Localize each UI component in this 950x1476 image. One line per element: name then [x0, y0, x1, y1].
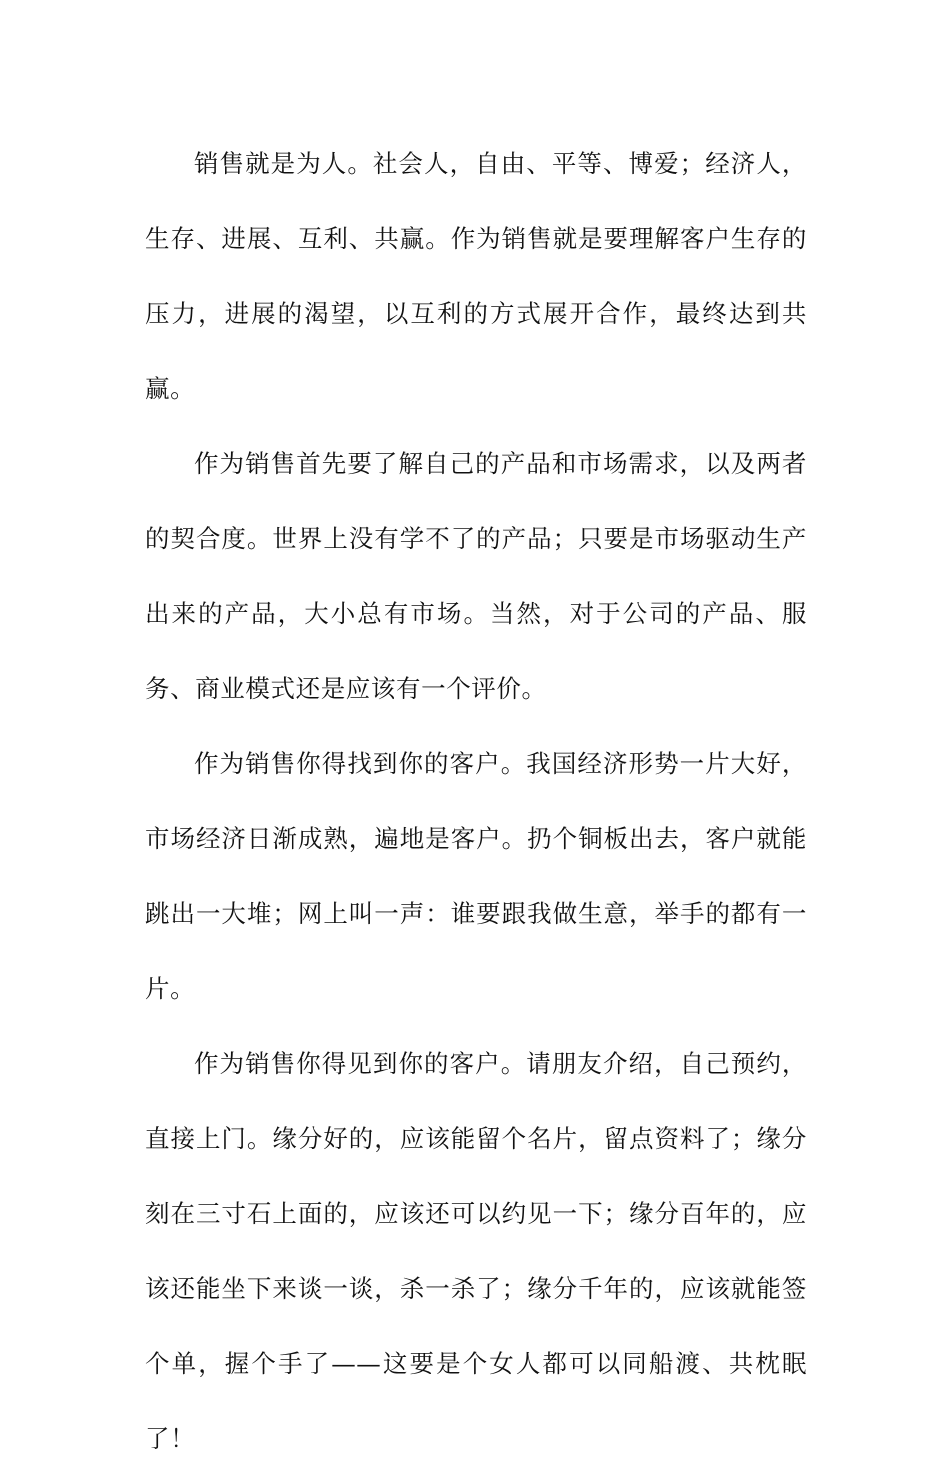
paragraph-3: 作为销售你得找到你的客户。我国经济形势一片大好，市场经济日渐成熟，遍地是客户。扔个铜板出去，客户就能跳出一大堆；网上叫一声：谁要跟我做生意，举手的都有一片。 — [145, 749, 807, 1003]
paragraph-1: 销售就是为人。社会人，自由、平等、博爱；经济人，生存、进展、互利、共赢。作为销售就是要理解客户生存的压力，进展的渴望，以互利的方式展开合作，最终达到共赢。 — [145, 149, 807, 403]
paragraph-4: 作为销售你得见到你的客户。请朋友介绍，自己预约，直接上门。缘分好的，应该能留个名片，留点资料了；缘分刻在三寸石上面的，应该还可以约见一下；缘分百年的，应该还能坐下来谈一谈，杀一杀了；缘分千年的，应该就能签个单，握个手了——这要是个女人都可以同船渡、共枕眠了！ — [145, 1049, 807, 1453]
paragraph-2: 作为销售首先要了解自己的产品和市场需求，以及两者的契合度。世界上没有学不了的产品；只要是市场驱动生产出来的产品，大小总有市场。当然，对于公司的产品、服务、商业模式还是应该有一个评价。 — [145, 449, 807, 703]
document-body — [145, 126, 807, 1476]
